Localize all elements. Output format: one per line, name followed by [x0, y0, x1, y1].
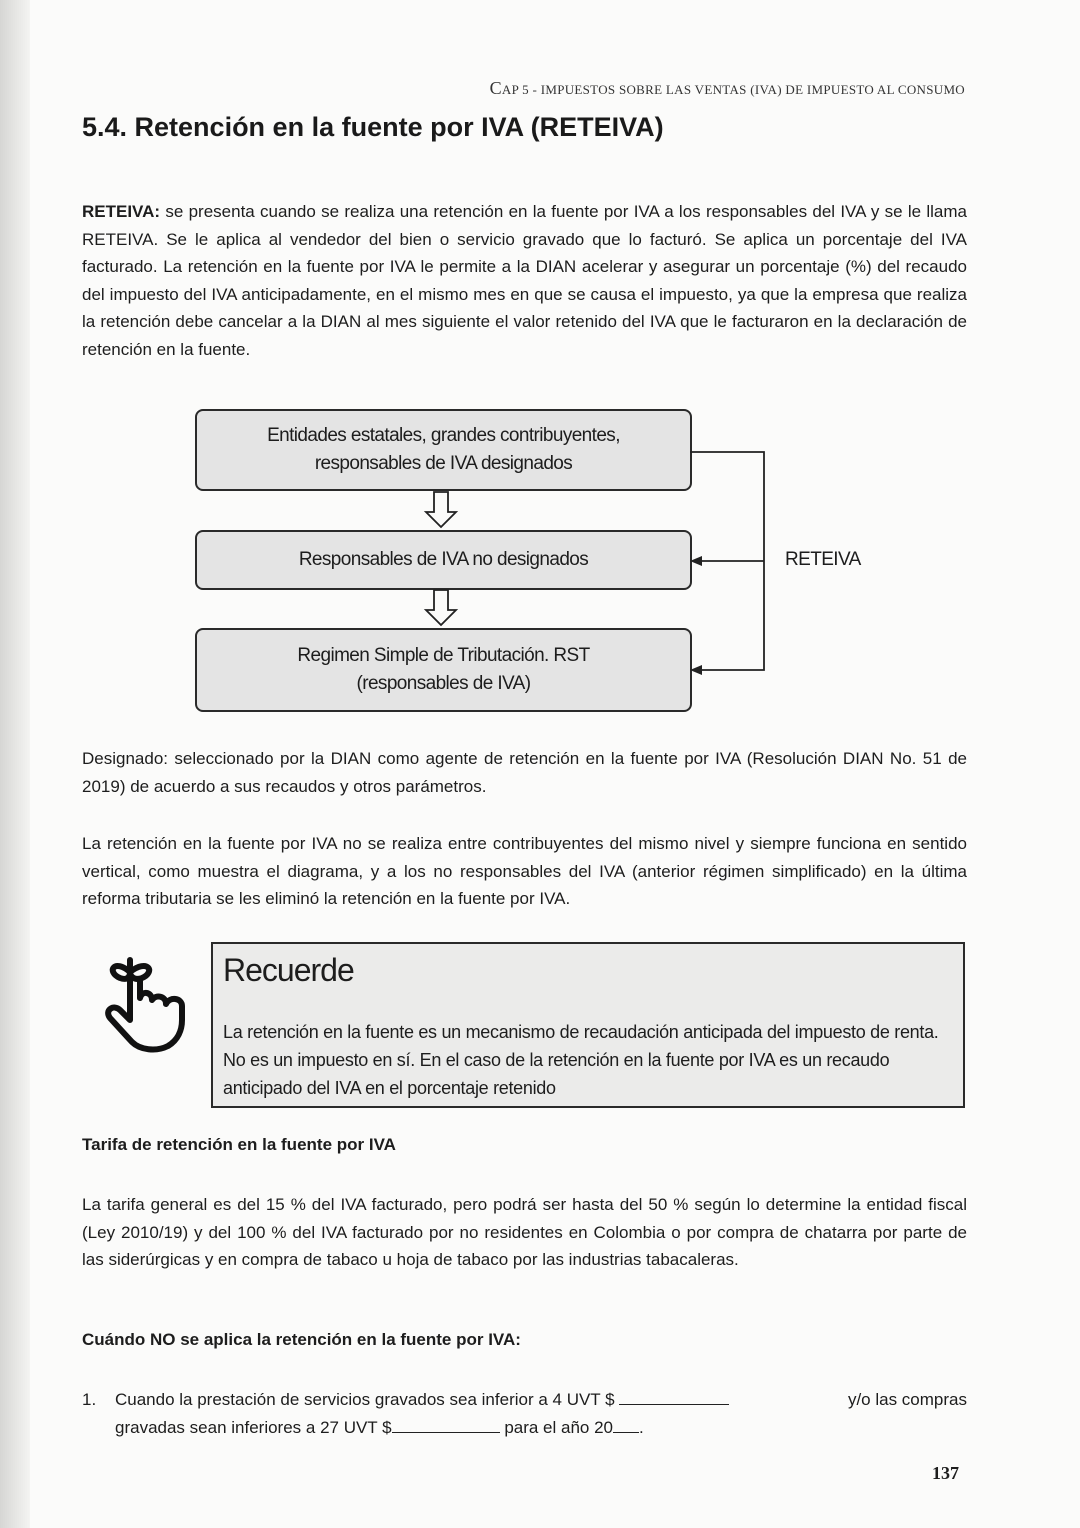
box3-line1: Regimen Simple de Tributación. RST — [297, 645, 590, 666]
hand-ribbon-icon — [100, 950, 195, 1060]
designado-paragraph: Designado: seleccionado por la DIAN como agente de retención en la fuente por IVA (Resolución DIAN No. 51 de 2019) de acuerdo a sus recaudos y otros parámetros. — [82, 749, 967, 796]
recuerde-text: La retención en la fuente es un mecanismo de recaudación anticipada del impuesto de renta. No es un impuesto en sí. En el caso de la retención en la fuente por IVA es un recaudo anticipado del IVA en el porcentaje retenido — [223, 1022, 939, 1098]
left-arrow-icon — [690, 556, 702, 675]
box2-label: Responsables de IVA no designados — [298, 549, 589, 570]
diagram-connectors — [0, 0, 1080, 760]
no-aplica-heading: Cuándo NO se aplica la retención en la fuente por IVA: — [82, 1330, 521, 1349]
section-title: 5.4. Retención en la fuente por IVA (RETEIVA) — [82, 112, 664, 142]
recuerde-callout — [211, 942, 965, 1108]
reteiva-label: RETEIVA — [785, 549, 861, 570]
running-head-cap: C — [489, 78, 502, 98]
intro-text: se presenta cuando se realiza una retención en la fuente por IVA a los responsables del IVA y se le llama RETEIVA. Se le aplica al vendedor del bien o servicio gravado que lo facturó. Se aplica un porcentaje del IVA facturado. La retención en la fuente por IVA le permite a la DIAN acelerar y asegurar un porcentaje (%) del recaudo del impuesto del IVA anticipadamente, en el mismo mes en que se causa el impuesto, ya que la empresa que realiza la retención debe cancelar a la DIAN al mes siguiente el valor retenido del IVA que le facturaron en la declaración de retención en la fuente. — [82, 202, 967, 359]
item1-text-e: . — [639, 1418, 644, 1437]
item1-text-a: Cuando la prestación de servicios gravados sea inferior a 4 UVT $ — [115, 1390, 615, 1409]
item-number: 1. — [82, 1390, 97, 1409]
box1-line1: Entidades estatales, grandes contribuyentes, — [267, 425, 620, 446]
tarifa-heading: Tarifa de retención en la fuente por IVA — [82, 1135, 396, 1154]
down-arrow-icon — [426, 492, 456, 625]
page-number: 137 — [932, 1463, 959, 1483]
recuerde-title: Recuerde — [223, 952, 354, 988]
vertical-note-paragraph: La retención en la fuente por IVA no se realiza entre contribuyentes del mismo nivel y siempre funciona en sentido vertical, como muestra el diagrama, y a los no responsables del IVA (anterior régimen simplificado) en la última reforma tributaria se les eliminó la retención en la fuente por IVA. — [82, 834, 967, 908]
box3-line2: (responsables de IVA) — [356, 673, 531, 694]
box1-line2: responsables de IVA designados — [314, 453, 573, 474]
blank-field-27uvt[interactable] — [392, 1432, 500, 1433]
blank-field-4uvt[interactable] — [619, 1404, 729, 1405]
item1-text-d: para el año 20 — [504, 1418, 614, 1437]
blank-field-year[interactable] — [613, 1432, 639, 1433]
item1-text-c: gravadas sean inferiores a 27 UVT $ — [115, 1418, 392, 1437]
tarifa-paragraph: La tarifa general es del 15 % del IVA facturado, pero podrá ser hasta del 50 % según lo determine la entidad fiscal (Ley 2010/19) y del 100 % del IVA facturado por no residentes en Colombia o por compra de chatarra por parte de las siderúrgicas y en compra de tabaco u hoja de tabaco por las industrias tabacaleras. — [82, 1195, 967, 1269]
running-head-text: AP 5 - IMPUESTOS SOBRE LAS VENTAS (IVA) DE IMPUESTO AL CONSUMO — [501, 82, 965, 97]
item1-text-b: y/o las compras — [847, 1390, 967, 1409]
no-aplica-item-1 — [82, 1386, 967, 1442]
intro-term: RETEIVA: — [82, 202, 161, 221]
